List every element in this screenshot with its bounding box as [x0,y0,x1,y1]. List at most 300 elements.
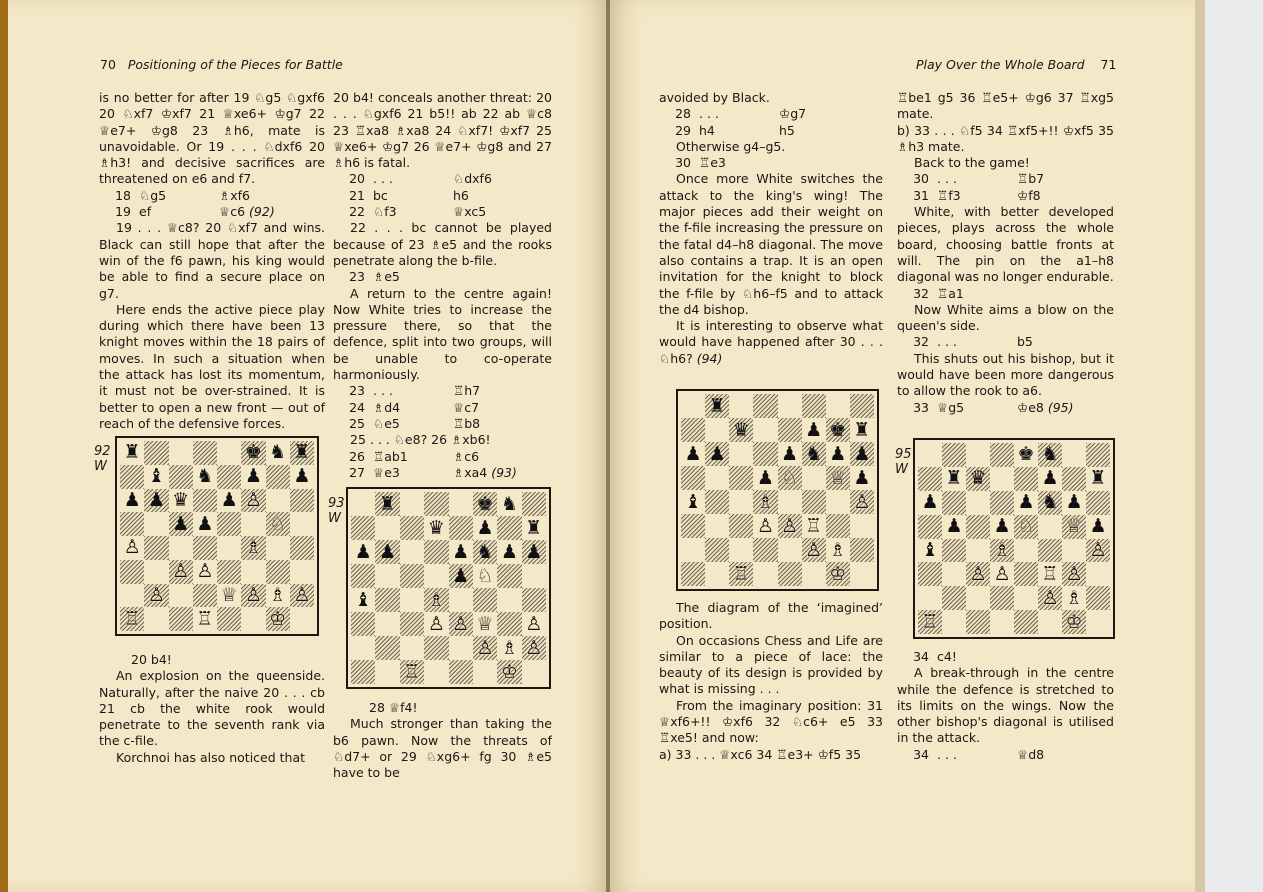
paragraph: From the imaginary position: 31 ♕xf6+!! ♔xf6 32 ♘c6+ e5 33 ♖xe5! and now: [659,697,883,746]
move-line: 27 ♕e3 ♗xa4 (93) [349,464,517,480]
board-square [193,441,217,465]
board-square [681,442,705,466]
board-square [217,536,241,560]
board-square [802,562,826,586]
board-square [351,588,375,612]
board-square [918,610,942,634]
white-queen-icon: ♕ [829,466,847,489]
board-square [1038,562,1062,586]
white-pawn-icon: ♙ [244,488,262,511]
board-square [1014,491,1038,515]
board-square [522,516,546,540]
board-grid [918,443,1110,634]
board-square [826,394,850,418]
white-bishop-icon: ♗ [500,636,518,659]
black-pawn-icon: ♟ [172,512,190,535]
board-square [217,584,241,608]
paragraph: It is interesting to observe what would have happened after 30 . . . ♘h6? (94) [659,318,883,366]
black-knight-icon: ♞ [476,540,494,563]
board-square [522,492,546,516]
black-queen-icon: ♛ [172,488,190,511]
black-knight-icon: ♞ [1041,491,1059,514]
board-square [1062,491,1086,515]
white-pawn-icon: ♙ [969,562,987,585]
board-square [705,490,729,514]
board-square [266,489,290,513]
board-square [1086,610,1110,634]
board-square [400,564,424,588]
board-square [753,490,777,514]
board-square [400,540,424,564]
board-square [850,394,874,418]
white-bishop-icon: ♗ [829,538,847,561]
board-square [144,489,168,513]
board-square [778,490,802,514]
paragraph: Otherwise g4–g5. [676,138,786,154]
running-title: Play Over the Whole Board [916,57,1085,72]
white-knight-icon: ♘ [1017,515,1035,538]
board-square [144,584,168,608]
board-square [1014,443,1038,467]
board-square [990,491,1014,515]
board-square [802,490,826,514]
board-square [918,539,942,563]
board-square [497,660,521,684]
black-pawn-icon: ♟ [1089,515,1107,538]
right-page-header [916,57,1116,72]
board-square [522,660,546,684]
black-pawn-icon: ♟ [756,466,774,489]
board-square [826,442,850,466]
board-square [990,443,1014,467]
board-square [375,540,399,564]
board-square [375,660,399,684]
white-knight-icon: ♘ [476,564,494,587]
black-pawn-icon: ♟ [354,540,372,563]
board-square [778,538,802,562]
board-square [449,564,473,588]
white-queen-icon: ♕ [220,583,238,606]
board-square [1062,539,1086,563]
board-square [449,612,473,636]
board-square [290,536,314,560]
black-rook-icon: ♜ [293,441,311,464]
board-square [705,394,729,418]
black-pawn-icon: ♟ [829,442,847,465]
black-pawn-icon: ♟ [452,540,470,563]
white-pawn-icon: ♙ [147,583,165,606]
black-rook-icon: ♜ [123,441,141,464]
chess-diagram-93 [346,487,551,689]
black-rook-icon: ♜ [1089,467,1107,490]
board-square [241,441,265,465]
move-line: 32 . . . b5 [913,334,1033,350]
board-square [990,610,1014,634]
board-square [217,512,241,536]
board-square [753,418,777,442]
board-square [217,489,241,513]
board-square [144,512,168,536]
paragraph: The diagram of the ‘imagined’ position. [659,600,883,632]
white-pawn-icon: ♙ [244,583,262,606]
white-pawn-icon: ♙ [123,536,141,559]
board-square [424,564,448,588]
board-square [966,562,990,586]
white-pawn-icon: ♙ [427,612,445,635]
board-square [826,466,850,490]
diagram-label: 92 W [94,444,111,474]
black-pawn-icon: ♟ [945,515,963,538]
board-square [266,536,290,560]
chess-diagram-95 [913,438,1115,639]
white-rook-icon: ♖ [123,607,141,630]
board-square [966,539,990,563]
paragraph: Now White aims a blow on the queen's side. [897,301,1114,334]
board-square [193,536,217,560]
board-square [942,539,966,563]
board-square [473,660,497,684]
board-square [290,465,314,489]
board-square [1014,467,1038,491]
white-rook-icon: ♖ [732,562,750,585]
board-square [120,441,144,465]
board-square [375,564,399,588]
paragraph: A return to the centre again! Now White tries to increase the pressure there, so that the defence, split into two groups, will be unable to co-operate harmoniously. [333,285,552,383]
black-pawn-icon: ♟ [1065,491,1083,514]
board-square [120,584,144,608]
board-square [753,466,777,490]
diagram-label: 95 W [895,447,912,477]
board-square [144,536,168,560]
white-rook-icon: ♖ [1041,562,1059,585]
board-square [826,514,850,538]
board-square [120,536,144,560]
move-line: 33 ♕g5 ♔e8 (95) [913,399,1074,415]
board-grid [120,441,314,631]
board-square [729,442,753,466]
board-square [918,467,942,491]
board-square [169,465,193,489]
black-pawn-icon: ♟ [452,564,470,587]
paragraph: White, with better developed pieces, plays across the whole board, choosing battle fronts at will. The pin on the a1–h8 diagonal was no longer endurable. [897,204,1114,285]
board-square [1014,610,1038,634]
board-square [778,466,802,490]
move-line: 34 . . . ♕d8 [913,746,1045,762]
board-square [753,538,777,562]
board-square [193,489,217,513]
board-square [144,607,168,631]
board-square [449,660,473,684]
paragraph: ♖be1 g5 36 ♖e5+ ♔g6 37 ♖xg5 mate. [897,90,1114,122]
black-pawn-icon: ♟ [684,442,702,465]
white-knight-icon: ♘ [781,466,799,489]
board-square [681,562,705,586]
move-line: 23 ♗e5 [349,269,400,285]
board-square [169,512,193,536]
board-square [290,607,314,631]
black-bishop-icon: ♝ [684,490,702,513]
white-king-icon: ♔ [269,607,287,630]
black-pawn-icon: ♟ [781,442,799,465]
black-pawn-icon: ♟ [853,466,871,489]
board-square [1086,515,1110,539]
black-pawn-icon: ♟ [1017,491,1035,514]
board-square [193,465,217,489]
board-square [753,562,777,586]
board-square [473,588,497,612]
board-square [1038,491,1062,515]
board-square [522,588,546,612]
board-square [120,489,144,513]
board-square [1086,467,1110,491]
move-line: 29 h4 h5 [675,122,795,138]
board-square [1038,515,1062,539]
diagram-label: 93 W [328,496,345,526]
white-rook-icon: ♖ [805,514,823,537]
board-square [424,636,448,660]
board-square [705,466,729,490]
board-square [193,512,217,536]
board-square [826,538,850,562]
board-square [1086,443,1110,467]
black-pawn-icon: ♟ [525,540,543,563]
board-square [850,418,874,442]
board-square [169,489,193,513]
board-square [918,515,942,539]
white-pawn-icon: ♙ [1089,538,1107,561]
board-square [942,467,966,491]
board-square [351,492,375,516]
move-line: 20 . . . ♘dxf6 [349,171,492,187]
board-square [351,660,375,684]
black-rook-icon: ♜ [379,492,397,515]
board-square [1062,586,1086,610]
paragraph: 25 . . . ♘e8? 26 ♗xb6! [350,432,491,448]
board-square [400,636,424,660]
white-pawn-icon: ♙ [781,514,799,537]
board-square [193,584,217,608]
paragraph: is no better for after 19 ♘g5 ♘gxf6 20 ♘xf7 ♔xf7 21 ♕xe6+ ♔g7 22 ♕e7+ ♔g8 23 ♗h6, mate is unavoidable. Or 19 . . . ♘dxf6 20 ♗h3! and decisive sacrifices are threatened on e6 and f7. [99,90,325,187]
board-square [681,514,705,538]
white-pawn-icon: ♙ [756,514,774,537]
board-square [850,466,874,490]
board-square [375,516,399,540]
board-square [802,418,826,442]
board-square [375,636,399,660]
paragraph: This shuts out his bishop, but it would have been more dangerous to allow the rook to a6. [897,350,1114,399]
white-pawn-icon: ♙ [452,612,470,635]
board-square [169,441,193,465]
board-square [169,536,193,560]
board-square [778,562,802,586]
board-grid [351,492,546,684]
white-bishop-icon: ♗ [756,490,774,513]
move-line: 30 ♖e3 [675,155,726,171]
board-square [1062,467,1086,491]
move-line: 19 ef ♕c6 (92) [115,204,275,220]
board-square [681,418,705,442]
board-square [850,514,874,538]
black-bishop-icon: ♝ [147,465,165,488]
board-square [241,465,265,489]
black-pawn-icon: ♟ [993,515,1011,538]
board-square [193,607,217,631]
board-square [802,466,826,490]
board-square [241,560,265,584]
board-square [753,514,777,538]
board-square [753,442,777,466]
board-square [942,586,966,610]
board-square [1038,443,1062,467]
board-square [473,564,497,588]
white-knight-icon: ♘ [269,512,287,535]
paragraph: A break-through in the centre while the defence is stretched to its limits on the wings. Now the other bishop's diagonal is utilised in the attack. [897,665,1114,746]
black-pawn-icon: ♟ [196,512,214,535]
board-square [802,514,826,538]
board-square [266,465,290,489]
white-pawn-icon: ♙ [853,490,871,513]
black-pawn-icon: ♟ [293,465,311,488]
board-square [942,562,966,586]
board-square [729,490,753,514]
board-square [473,612,497,636]
black-pawn-icon: ♟ [244,465,262,488]
board-square [497,636,521,660]
board-square [1038,467,1062,491]
move-line: 32 ♖a1 [913,285,964,301]
white-queen-icon: ♕ [476,612,494,635]
move-line: 22 ♘f3 ♕xc5 [349,204,487,220]
move-line: 34 c4! [913,649,957,664]
paragraph: On occasions Chess and Life are similar to a piece of lace: the beauty of its design is provided by what is missing . . . [659,632,883,697]
black-rook-icon: ♜ [525,516,543,539]
board-square [497,540,521,564]
board-square [990,562,1014,586]
black-knight-icon: ♞ [805,442,823,465]
white-pawn-icon: ♙ [172,560,190,583]
board-square [705,514,729,538]
board-square [729,394,753,418]
black-pawn-icon: ♟ [805,418,823,441]
black-knight-icon: ♞ [196,465,214,488]
board-square [351,636,375,660]
white-queen-icon: ♕ [1065,515,1083,538]
board-square [1014,515,1038,539]
board-square [424,612,448,636]
left-column-2-bottom [333,700,552,781]
board-square [266,560,290,584]
board-square [375,612,399,636]
board-square [449,588,473,612]
board-square [850,442,874,466]
board-square [705,562,729,586]
board-square [918,443,942,467]
paragraph: a) 33 . . . ♕xc6 34 ♖e3+ ♔f5 35 [659,746,862,762]
board-square [266,584,290,608]
paragraph: Once more White switches the attack to the king's wing! The major pieces add their weight on the f-file increasing the pressure on the fatal d4–h8 diagonal. The move also contains a trap. It is an open invitation for the knight to block the f-file by ♘h6–f5 and to attack the d4 bishop. [659,171,883,317]
black-bishop-icon: ♝ [354,588,372,611]
left-column-2 [333,90,552,481]
board-square [169,607,193,631]
board-square [1086,539,1110,563]
black-pawn-icon: ♟ [123,488,141,511]
board-square [424,588,448,612]
board-square [705,538,729,562]
board-square [351,516,375,540]
board-square [681,538,705,562]
white-pawn-icon: ♙ [1041,586,1059,609]
board-square [778,418,802,442]
board-square [681,466,705,490]
board-square [290,560,314,584]
white-bishop-icon: ♗ [269,583,287,606]
paragraph: 22 . . . bc cannot be played because of 23 ♗e5 and the rooks penetrate along the b-file. [333,220,552,268]
board-square [918,586,942,610]
black-pawn-icon: ♟ [921,491,939,514]
board-square [966,586,990,610]
book-edge-right [1195,0,1205,892]
white-pawn-icon: ♙ [293,583,311,606]
board-square [241,489,265,513]
board-square [351,540,375,564]
board-square [826,562,850,586]
board-square [705,442,729,466]
move-line: 28 ♕f4! [369,700,418,715]
board-square [144,560,168,584]
board-square [241,536,265,560]
black-pawn-icon: ♟ [147,488,165,511]
board-square [778,514,802,538]
move-line: 28 . . . ♔g7 [675,106,807,122]
board-square [1062,515,1086,539]
board-square [778,394,802,418]
white-bishop-icon: ♗ [1065,586,1083,609]
board-square [778,442,802,466]
white-rook-icon: ♖ [403,660,421,683]
white-pawn-icon: ♙ [525,636,543,659]
board-square [290,512,314,536]
board-square [1014,562,1038,586]
black-pawn-icon: ♟ [220,488,238,511]
board-square [473,540,497,564]
black-rook-icon: ♜ [945,467,963,490]
board-square [966,443,990,467]
board-square [266,512,290,536]
board-square [918,562,942,586]
board-square [942,515,966,539]
board-square [990,467,1014,491]
board-square [375,492,399,516]
board-square [1086,586,1110,610]
board-square [966,610,990,634]
board-square [1062,562,1086,586]
board-square [375,588,399,612]
board-square [705,418,729,442]
board-square [522,612,546,636]
board-square [217,560,241,584]
paragraph: avoided by Black. [659,90,770,105]
paragraph: Here ends the active piece play during which there have been 13 knight moves within the 18 pairs of moves. In such a situation when the attack has lost its momentum, it must not be over-strained. It is better to open a new front — out of reach of the defensive forces. [99,301,325,431]
move-line: 18 ♘g5 ♗xf6 [115,187,250,203]
board-square [120,465,144,489]
move-line: 31 ♖f3 ♔f8 [913,187,1041,203]
white-pawn-icon: ♙ [196,560,214,583]
chess-diagram-94 [676,389,879,591]
move-line: 30 . . . ♖b7 [913,171,1045,187]
board-square [449,540,473,564]
board-square [120,512,144,536]
board-square [290,441,314,465]
